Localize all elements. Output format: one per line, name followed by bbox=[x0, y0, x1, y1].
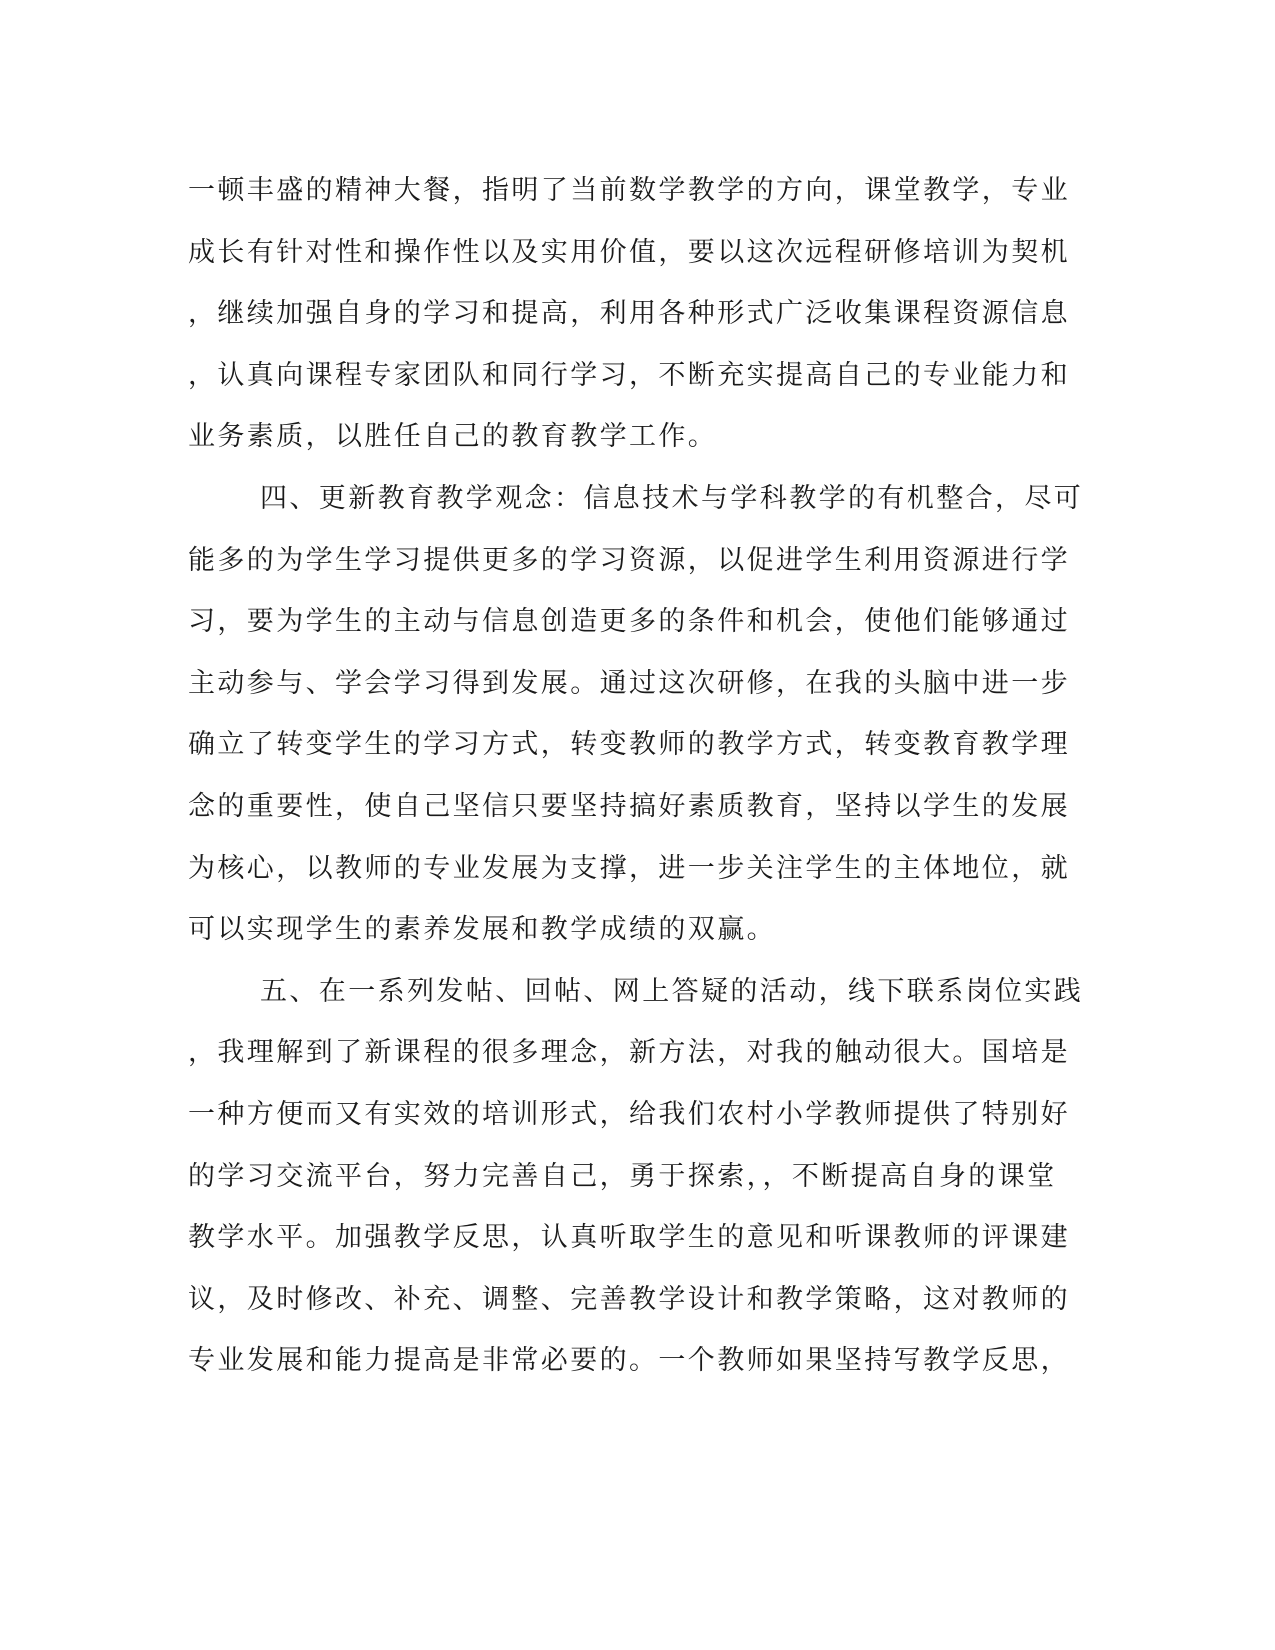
text-line: ，认真向课程专家团队和同行学习，不断充实提高自己的专业能力和 bbox=[188, 359, 1070, 391]
text-line: 一种方便而又有实效的培训形式，给我们农村小学教师提供了特别好 bbox=[188, 1098, 1070, 1130]
body-text bbox=[188, 160, 1084, 1392]
paragraph-start-line: 四、更新教育教学观念：信息技术与学科教学的有机整合，尽可 bbox=[260, 482, 1084, 514]
text-line: 的学习交流平台，努力完善自己，勇于探索，，不断提高自身的课堂 bbox=[188, 1160, 1057, 1192]
text-line: 确立了转变学生的学习方式，转变教师的教学方式，转变教育教学理 bbox=[188, 729, 1070, 761]
text-line: 成长有针对性和操作性以及实用价值，要以这次远程研修培训为契机 bbox=[188, 236, 1070, 268]
text-line: 可以实现学生的素养发展和教学成绩的双赢。 bbox=[188, 914, 776, 946]
text-line: 念的重要性，使自己坚信只要坚持搞好素质教育，坚持以学生的发展 bbox=[188, 790, 1070, 822]
text-line: 议，及时修改、补充、调整、完善教学设计和教学策略，这对教师的 bbox=[188, 1283, 1070, 1315]
paragraph-start-line: 五、在一系列发帖、回帖、网上答疑的活动，线下联系岗位实践 bbox=[260, 975, 1084, 1007]
text-line: 为核心，以教师的专业发展为支撑，进一步关注学生的主体地位，就 bbox=[188, 852, 1070, 884]
text-line: 教学水平。加强教学反思，认真听取学生的意见和听课教师的评课建 bbox=[188, 1222, 1070, 1254]
text-line: 专业发展和能力提高是非常必要的。一个教师如果坚持写教学反思， bbox=[188, 1345, 1070, 1377]
text-line: 业务素质，以胜任自己的教育教学工作。 bbox=[188, 421, 718, 453]
text-line: ，我理解到了新课程的很多理念，新方法，对我的触动很大。国培是 bbox=[188, 1037, 1070, 1069]
text-line: 主动参与、学会学习得到发展。通过这次研修，在我的头脑中进一步 bbox=[188, 667, 1070, 699]
text-line: 能多的为学生学习提供更多的学习资源，以促进学生利用资源进行学 bbox=[188, 544, 1070, 576]
text-line: 习，要为学生的主动与信息创造更多的条件和机会，使他们能够通过 bbox=[188, 606, 1070, 638]
text-line: 一顿丰盛的精神大餐，指明了当前数学教学的方向，课堂教学，专业 bbox=[188, 175, 1070, 206]
text-line: ，继续加强自身的学习和提高，利用各种形式广泛收集课程资源信息 bbox=[188, 298, 1070, 330]
